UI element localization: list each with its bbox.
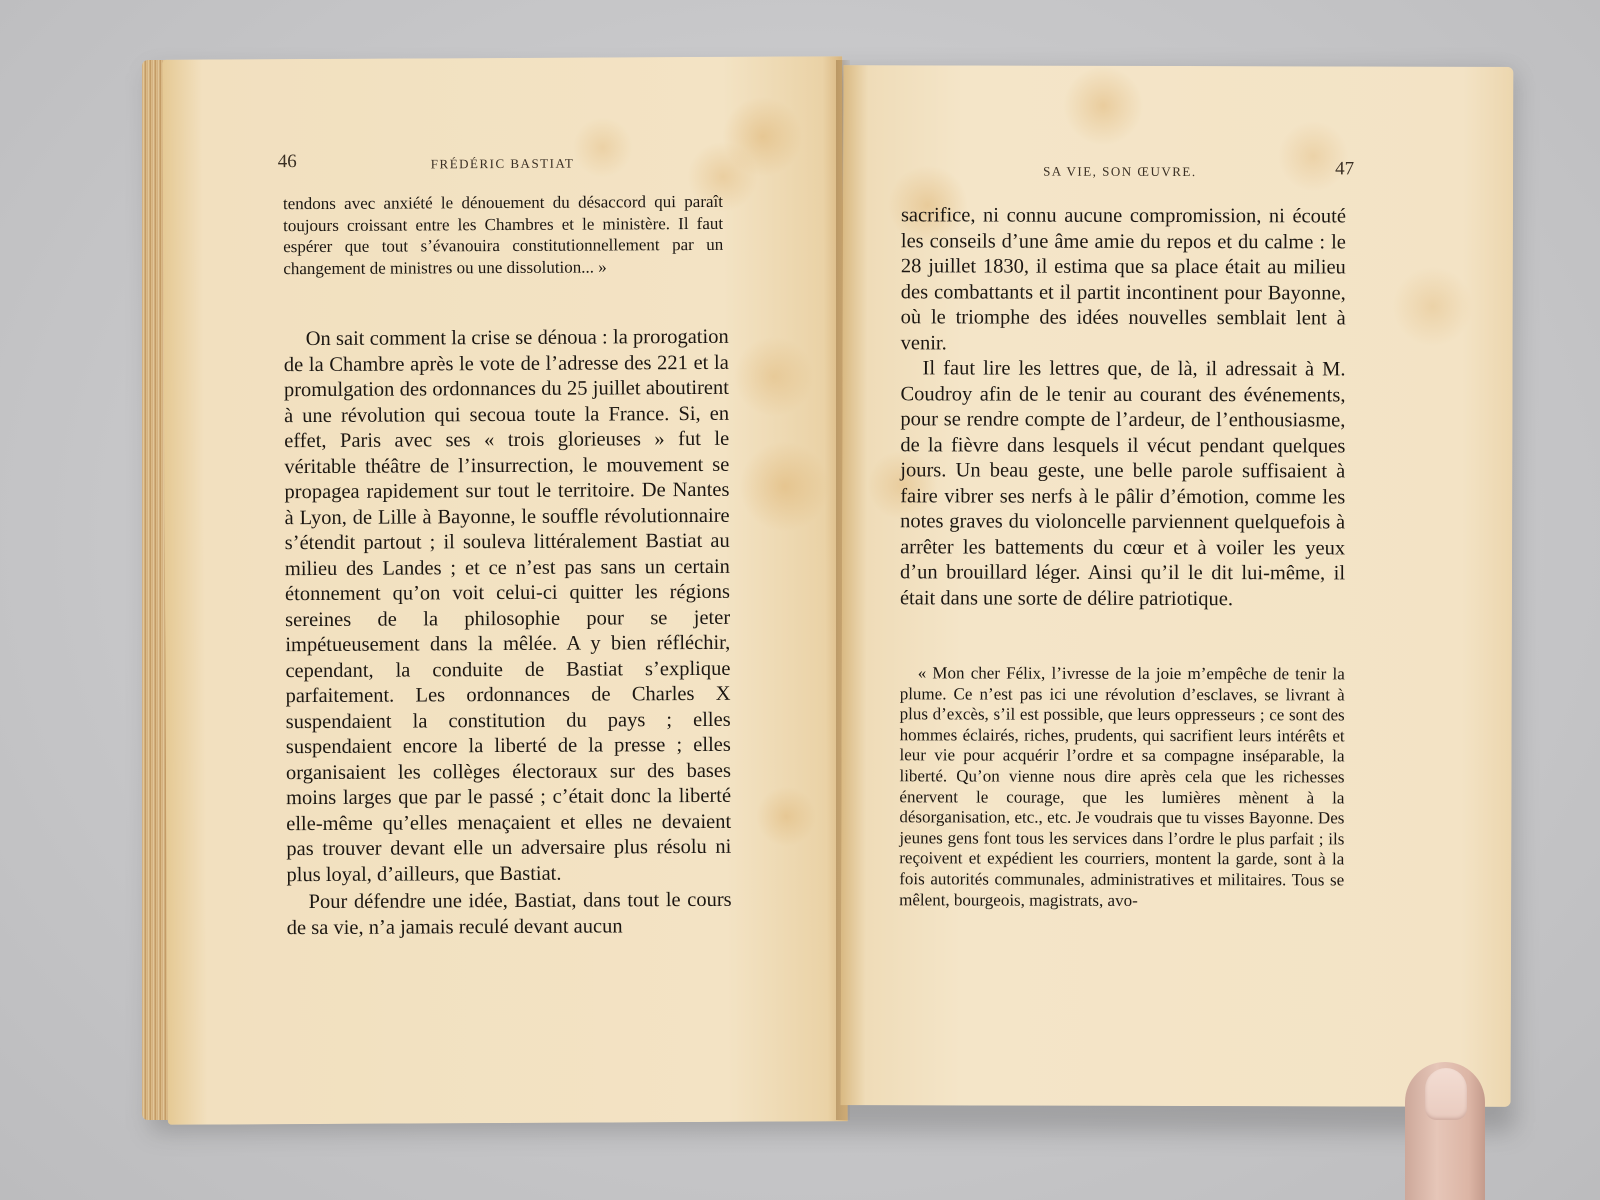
right-page-number: 47 (1335, 158, 1355, 180)
left-page (162, 56, 848, 1125)
right-paragraph-2: Il faut lire les lettres que, de là, il adressait à M. Coudroy afin de le tenir au courant des événements, pour se rendre compte de l’ardeur, de l’enthousiasme, de la fièvre dans lesquels il vécut pendant quelques jours. Un beau geste, une belle parole suffisaient à faire vibrer ses nerfs à le pâlir d’émotion, comme les notes graves du violoncelle parviennent quelquefois à arrêter les battements du cœur et à voiler les yeux d’un brouillard léger. Ainsi qu’il le dit lui-même, il était dans une sorte de délire patriotique. (899, 357, 1346, 610)
quote-tail-text: tendons avec anxiété le dénouement du désaccord qui paraît toujours croissant entre les Chambres et le ministère. Il faut espérer que tout s’évanouira constitutionnellement par un changement de ministres ou une dissolution... » (282, 191, 724, 278)
left-paragraph-1: On sait comment la crise se dénoua : la prorogation de la Chambre après le vote de l’adresse des 221 et la promulgation des ordonnances du 25 juillet aboutirent à une révolution qui secoua toute la France. Si, en effet, Paris avec ses « trois glorieuses » fut le véritable théâtre de l’insurrection, le mouvement se propagea rapidement sur tout le territoire. De Nantes à Lyon, de Lille à Bayonne, le souffle révolutionnaire s’étendit partout ; il souleva littéralement Bastiat au milieu des Landes ; et ce n’est pas sans un certain étonnement qu’on voit celui-ci quitter les régions sereines de la philosophie pour se jeter impétueusement dans la mêlée. A y bien réfléchir, cependant, la conduite de Bastiat s’explique parfaitement. Les ordonnances de Charles X suspendaient la constitution du pays ; elles suspendaient encore la liberté de la presse ; elles organisaient les collèges électoraux sur des bases moins larges que par le passé ; c’était donc la liberté elle-même qu’elles menaçaient et elles ne devaient pas trouver devant elle un adversaire plus résolu ni plus loyal, d’ailleurs, que Bastiat. (283, 325, 732, 886)
letter-quote-text: « Mon cher Félix, l’ivresse de la joie m’empêche de tenir la plume. Ce n’est pas ici une révolution d’esclaves, se livrant à plus d’excès, s’il est possible, que leurs oppresseurs ; ce sont des hommes éclairés, riches, prudents, qui sacrifient leurs intérêts et leur vie pour acquérir l’ordre et sa compagne inséparable, la liberté. Qu’on vienne nous dire après cela que les richesses énervent le courage, que les lumières mènent à la désorganisation, etc., etc. Je voudrais que tu visses Bayonne. Des jeunes gens font tous les services dans l’ordre le plus parfait ; ils reçoivent et expédient les courriers, montent la garde, sont à la fois autorités communales, administratives et militaires. Tous se mêlent, bourgeois, magistrats, avo- (899, 663, 1345, 910)
right-paragraph-1: sacrifice, ni connu aucune compromission, ni écouté les conseils d’une âme amie du repos et du calme : le 28 juillet 1830, il estima que sa place était au milieu des combattants et il partit incontinent pour Bayonne, où le triomphe des idées nouvelles semblait lent à venir. (900, 204, 1346, 354)
left-page-number: 46 (277, 151, 297, 173)
right-letter-quote (899, 663, 1345, 911)
left-running-head: FRÉDÉRIC BASTIAT (430, 155, 575, 172)
right-body-text (900, 203, 1346, 612)
right-page (841, 65, 1514, 1107)
left-quote-tail (283, 191, 723, 279)
left-paragraph-2: Pour défendre une idée, Bastiat, dans tout le cours de sa vie, n’a jamais reculé devant aucun (286, 888, 732, 939)
right-running-head: SA VIE, SON ŒUVRE. (1043, 163, 1197, 180)
fingernail (1425, 1068, 1467, 1120)
left-body-text (284, 325, 732, 943)
